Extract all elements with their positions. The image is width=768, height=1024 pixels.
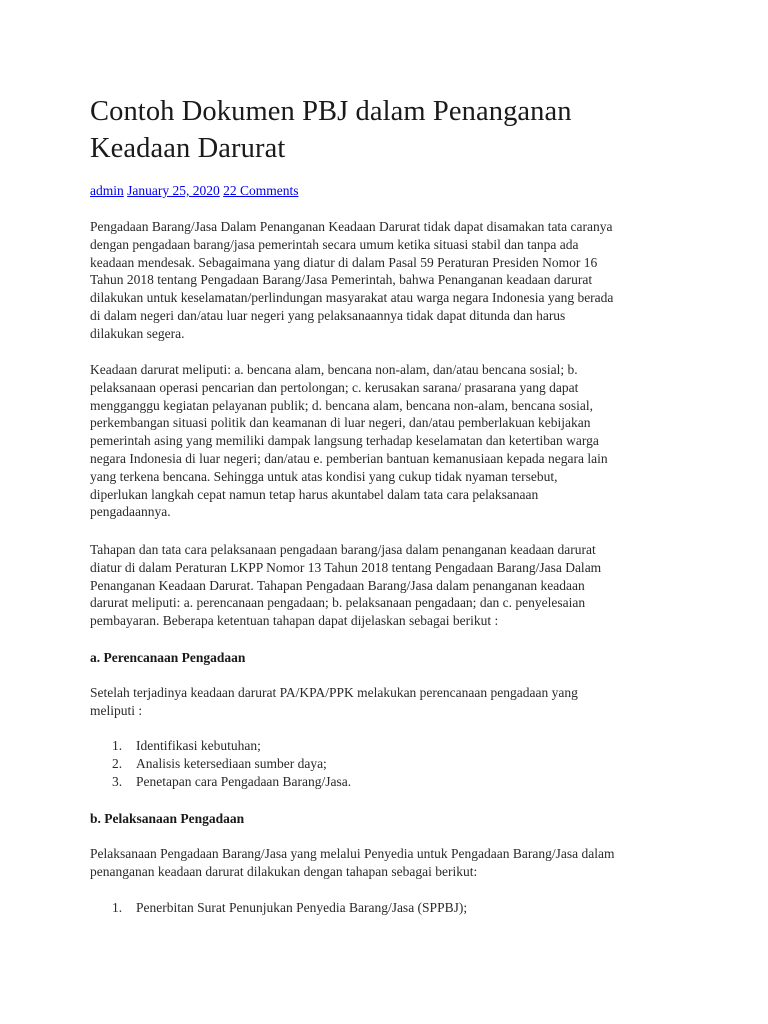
list-item	[90, 755, 351, 773]
list-item-number: 1.	[112, 738, 123, 753]
section-a-list	[90, 737, 351, 791]
list-item-text: Penetapan cara Pengadaan Barang/Jasa.	[136, 774, 352, 789]
paragraph-intro: Pengadaan Barang/Jasa Dalam Penanganan Keadaan Darurat tidak dapat disamakan tata caranya dengan pengadaan barang/jasa pemerintah secara umum ketika situasi stabil dan tanpa ada keadaan mendesak. Sebagaimana yang diatur di dalam Pasal 59 Peraturan Presiden Nomor 16 Tahun 2018 tentang Pengadaan Barang/Jasa Pemerintah, bahwa Penanganan keadaan darurat dilakukan untuk keselamatan/perlindungan masyarakat atau warga negara Indonesia yang berada di dalam negeri dan/atau luar negeri yang pelaksanaannya tidak dapat ditunda dan harus dilakukan segera.	[90, 219, 614, 341]
list-item-text: Penerbitan Surat Penunjukan Penyedia Barang/Jasa (SPPBJ);	[136, 900, 468, 915]
post-title	[90, 93, 690, 167]
paragraph-keadaan-darurat: Keadaan darurat meliputi: a. bencana alam, bencana non-alam, dan/atau bencana sosial; b. pelaksanaan operasi pencarian dan pertolongan; c. kerusakan sarana/ prasarana yang dapat mengganggu kegiatan pelayanan publik; d. bencana alam, bencana non-alam, bencana sosial, perkembangan situasi politik dan keamanan di luar negeri, dan/atau pemberlakuan kebijakan pemerintah asing yang memiliki dampak langsung terhadap keselamatan dan ketertiban warga negara Indonesia di luar negeri; dan/atau e. pemberian bantuan kemanusiaan kepada negara lain yang terkena bencana. Sehingga untuk atas kondisi yang cukup tidak nyaman tersebut, diperlukan langkah cepat namun tetap harus akuntabel dalam tata cara pelaksanaan pengadaannya.	[90, 362, 608, 520]
date-link[interactable]: January 25, 2020	[127, 183, 220, 198]
author-link[interactable]: admin	[90, 183, 124, 198]
list-item-number: 1.	[112, 900, 123, 915]
post-meta	[90, 182, 299, 200]
list-item-number: 3.	[112, 774, 123, 789]
section-a-heading: a. Perencanaan Pengadaan	[90, 650, 246, 665]
list-item	[90, 899, 467, 917]
comments-link[interactable]: 22 Comments	[223, 183, 299, 198]
list-item	[90, 737, 351, 755]
section-b-heading: b. Pelaksanaan Pengadaan	[90, 811, 245, 826]
section-a-intro: Setelah terjadinya keadaan darurat PA/KPA/PPK melakukan perencanaan pengadaan yang meliputi :	[90, 685, 578, 718]
post-title-line-1: Contoh Dokumen PBJ dalam Penanganan	[90, 96, 572, 127]
list-item-text: Identifikasi kebutuhan;	[136, 738, 261, 753]
section-b-intro: Pelaksanaan Pengadaan Barang/Jasa yang melalui Penyedia untuk Pengadaan Barang/Jasa dalam penanganan keadaan darurat dilakukan dengan tahapan sebagai berikut:	[90, 846, 615, 879]
post-title-line-2: Keadaan Darurat	[90, 133, 286, 164]
list-item-number: 2.	[112, 756, 123, 771]
section-b-list	[90, 899, 467, 917]
list-item-text: Analisis ketersediaan sumber daya;	[136, 756, 327, 771]
list-item	[90, 773, 351, 791]
paragraph-tahapan: Tahapan dan tata cara pelaksanaan pengadaan barang/jasa dalam penanganan keadaan darurat diatur di dalam Peraturan LKPP Nomor 13 Tahun 2018 tentang Pengadaan Barang/Jasa Dalam Penanganan Keadaan Darurat. Tahapan Pengadaan Barang/Jasa dalam penanganan keadaan darurat meliputi: a. perencanaan pengadaan; b. pelaksanaan pengadaan; dan c. penyelesaian pembayaran. Beberapa ketentuan tahapan dapat dijelaskan sebagai berikut :	[90, 542, 602, 629]
